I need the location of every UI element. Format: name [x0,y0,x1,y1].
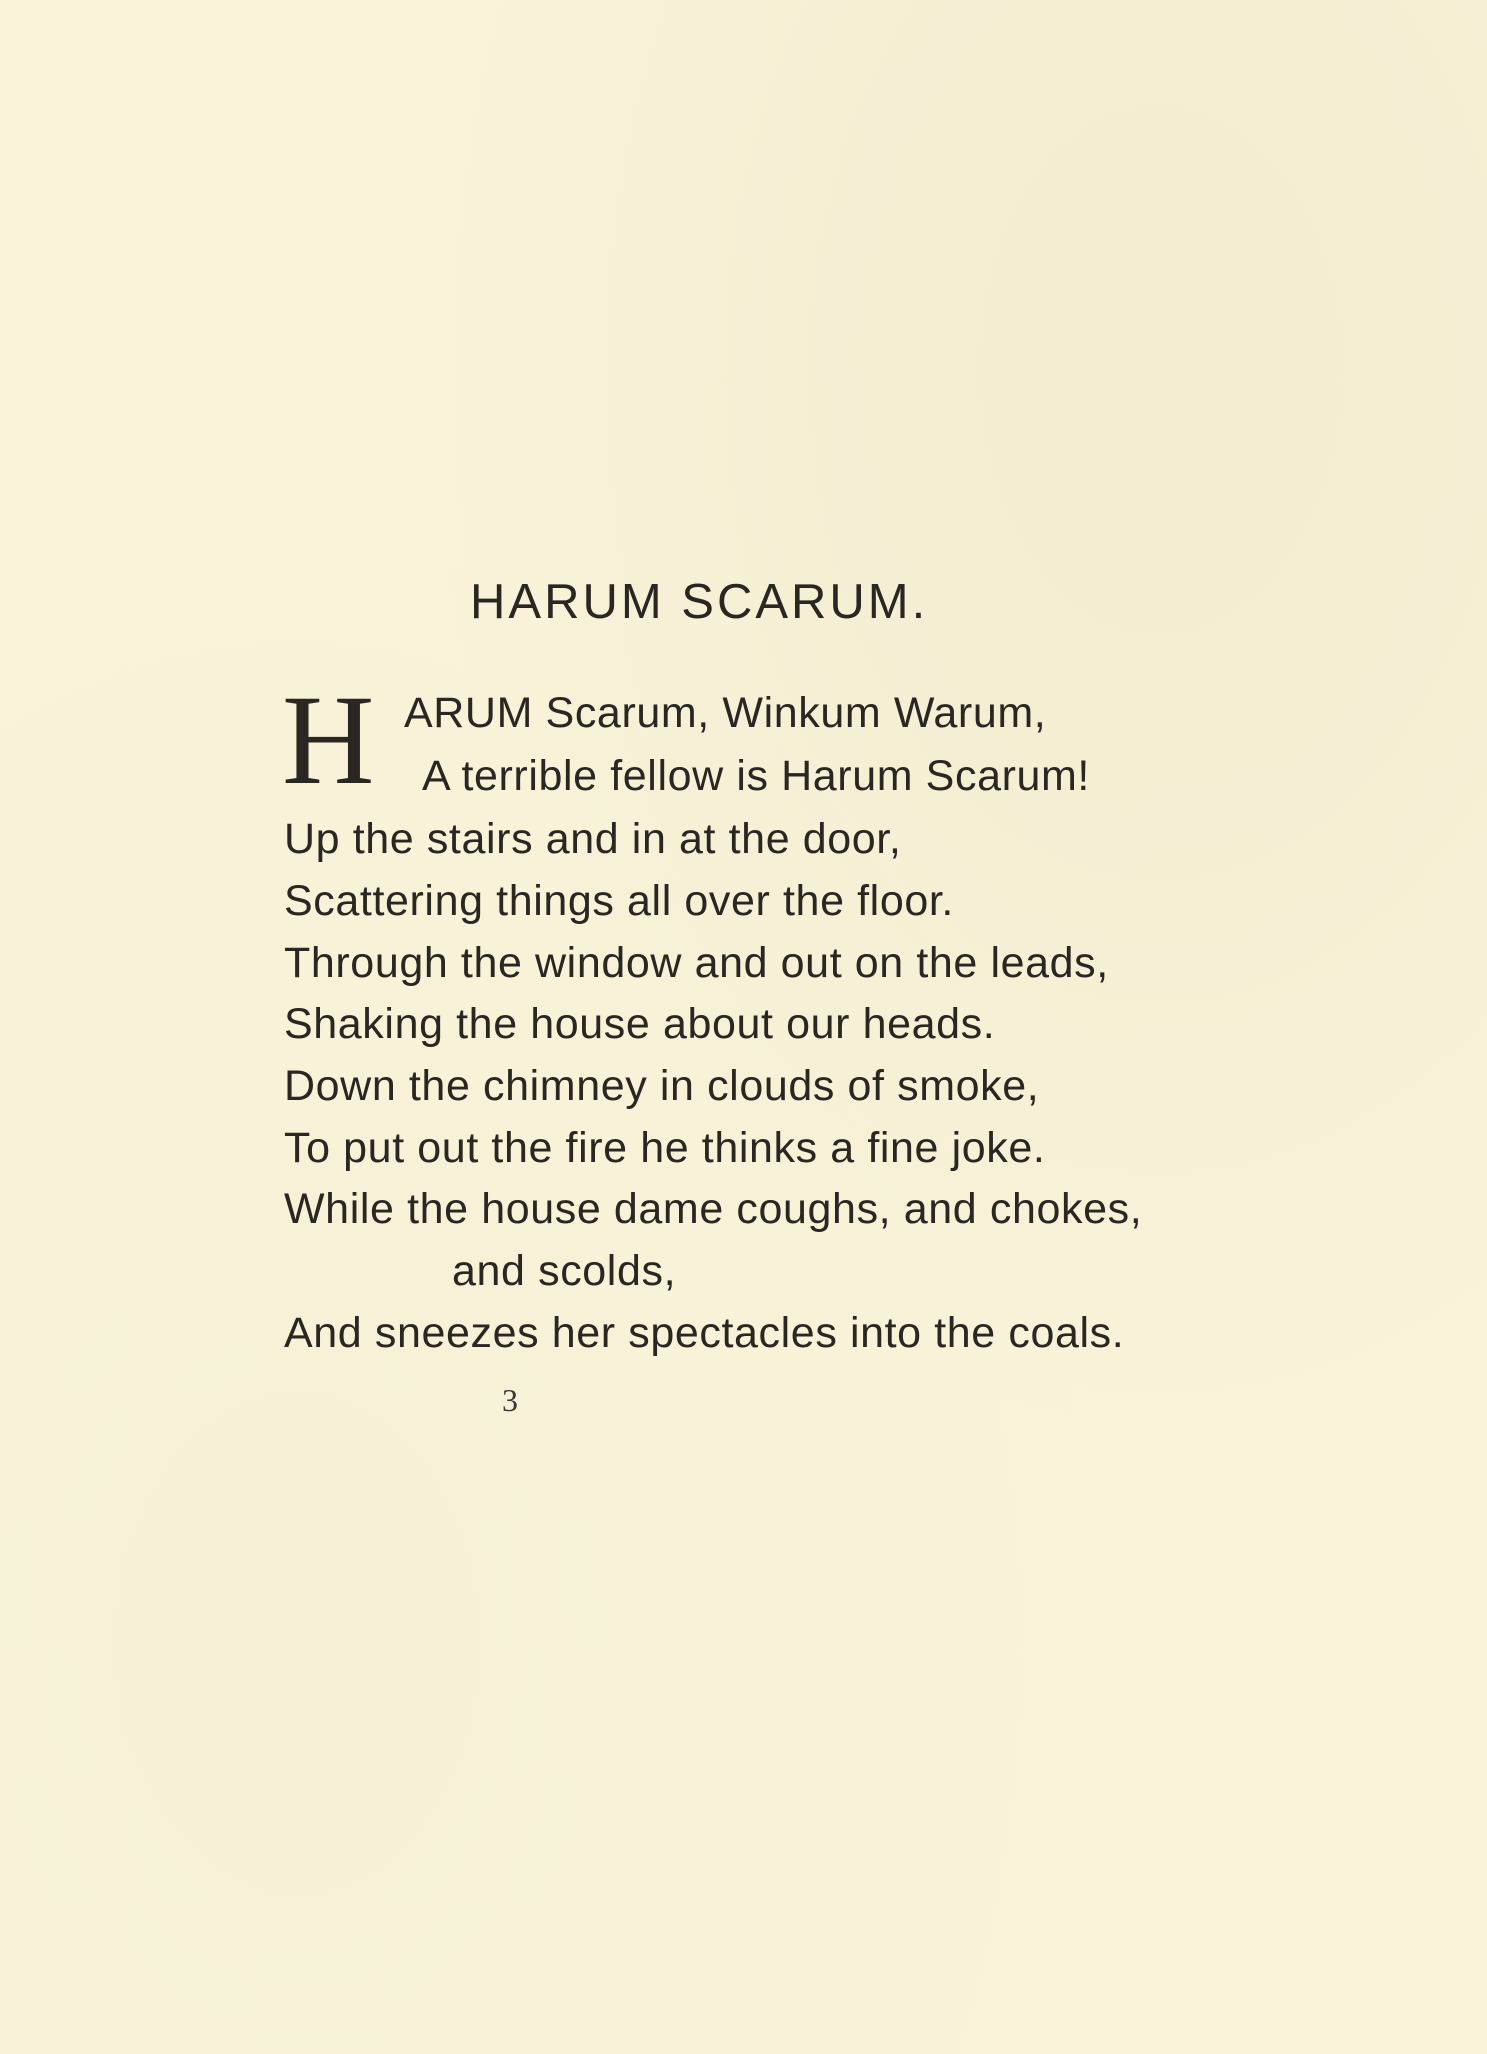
poem-line-4: Scattering things all over the floor. [284,877,954,925]
poem-line-5: Through the window and out on the leads, [284,939,1109,987]
drop-cap-letter: H [282,669,375,811]
poem-title: HARUM SCARUM. [470,575,929,629]
poem-line-2: A terrible fellow is Harum Scarum! [422,752,1090,800]
poem-line-11: And sneezes her spectacles into the coals. [284,1309,1125,1357]
poem-line-3: Up the stairs and in at the door, [284,815,902,863]
page-number: 3 [502,1382,518,1418]
poem-line-10: and scolds, [452,1247,677,1295]
poem-line-6: Shaking the house about our heads. [284,1000,996,1048]
poem-line-7: Down the chimney in clouds of smoke, [284,1062,1040,1110]
poem-line-1: ARUM Scarum, Winkum Warum, [404,689,1047,737]
poem-line-9: While the house dame coughs, and chokes, [284,1185,1143,1233]
poem-line-8: To put out the fire he thinks a fine joke. [284,1124,1046,1172]
